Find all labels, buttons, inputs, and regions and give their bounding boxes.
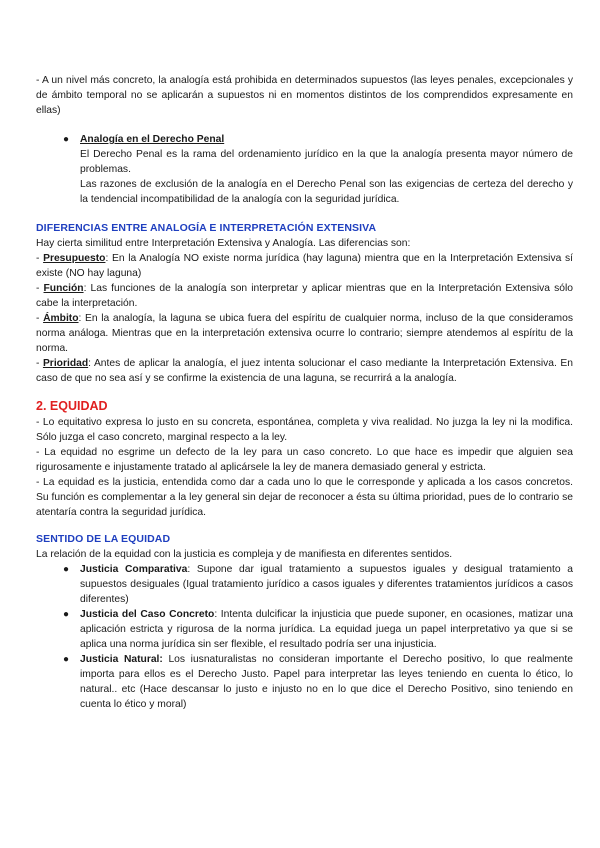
penal-paragraph-1: El Derecho Penal es la rama del ordenamiento jurídico en la que la analogía presenta mayor número de problemas. [80,149,573,175]
diferencias-term: Prioridad [42,358,89,369]
list-item: ● Justicia del Caso Concreto: Intenta dulcificar la injusticia que puede suponer, en ocasiones, matizar una aplicación estricta y rigurosa de la norma jurídica. La equidad juega un papel interpretativo ya que si se aplica una norma jurídica sin ser flexible, el resultado podría ser una injusticia. [63,609,573,650]
sentido-term: Justicia del Caso Concreto [80,609,215,620]
penal-bullet-item [36,132,573,147]
sentido-list [36,562,573,712]
equidad-heading: 2. EQUIDAD [36,399,108,413]
list-item: ● Justicia Comparativa: Supone dar igual tratamiento a supuestos iguales y desigual tratamiento a supuestos desiguales (Igual tratamiento jurídico a casos iguales y diferentes tratamientos jurídicos a casos diferentes) [63,564,573,605]
diferencias-item: - Ámbito: En la analogía, la laguna se ubica fuera del espíritu de cualquier norma, incluso de la que consideramos norma análoga. Mientras que en la interpretación extensiva ocurre lo contrario; siempre atendemos al espíritu de la norma. [36,313,574,354]
equidad-paragraph-2: - La equidad no esgrime un defecto de la ley para un caso concreto. Lo que hace es impedir que alguien sea rigurosamente e injustamente tratado al aplicársele la ley de manera demasiado general y estricta. [36,447,573,473]
intro-paragraph: - A un nivel más concreto, la analogía está prohibida en determinados supuestos (las leyes penales, excepcionales y de ámbito temporal no se aplicarán a supuestos ni en momentos distintos de los comprendidos expresamente en ellas) [36,75,573,116]
penal-section [36,132,573,207]
equidad-paragraph-1: - Lo equitativo expresa lo justo en su concreta, espontánea, completa y viva realidad. No juzga la ley ni la modifica. Sólo juzga el caso concreto, marginal respecto a la ley. [36,417,573,443]
diferencias-item: - Presupuesto: En la Analogía NO existe norma jurídica (hay laguna) mientra que en la Interpretación Extensiva sí existe (NO hay laguna) [36,253,573,279]
diferencias-item: - Prioridad: Antes de aplicar la analogía, el juez intenta solucionar el caso mediante la Interpretación Extensiva. En caso de que no sea así y se confirme la existencia de una laguna, se recurrirá a la analogía. [36,358,573,384]
diferencias-intro: Hay cierta similitud entre Interpretación Extensiva y Analogía. Las diferencias son: [36,238,411,249]
bullet-icon: ● [63,134,70,145]
diferencias-heading: DIFERENCIAS ENTRE ANALOGÍA E INTERPRETACIÓN EXTENSIVA [36,222,377,234]
sentido-intro: La relación de la equidad con la justicia es compleja y de manifiesta en diferentes sentidos. [36,549,453,560]
sentido-heading: SENTIDO DE LA EQUIDAD [36,533,171,545]
equidad-paragraph-3: - La equidad es la justicia, entendida como dar a cada uno lo que le corresponde y aplicada a los casos concretos. Su función es complementar a la ley general sin dejar de reconocer a ésta su última prioridad, pues de lo contrario se atentaría contra la seguridad jurídica. [36,477,573,518]
list-item: ● Justicia Natural: Los iusnaturalistas no consideran importante el Derecho positivo, lo que realmente importa para ellos es el Derecho Justo. Papel para interpretar las leyes teniendo en cuenta lo ético, lo natural.. etc (Hace descansar lo justo e injusto no en lo que dice el Derecho Positivo, sino teniendo en cuenta lo ético y moral) [63,654,573,710]
diferencias-term: Presupuesto [43,253,106,264]
penal-title: Analogía en el Derecho Penal [80,134,225,145]
diferencias-term: Ámbito [43,313,79,324]
sentido-term: Justicia Comparativa [80,564,188,575]
bullet-icon: ● [63,609,70,620]
diferencias-item: - Función: Las funciones de la analogía son interpretar y aplicar mientras que en la Interpretación Extensiva sólo cabe la interpretación. [36,283,573,309]
bullet-icon: ● [63,654,70,665]
penal-paragraph-2: Las razones de exclusión de la analogía en el Derecho Penal son las exigencias de certeza del derecho y la tendencial incompatibilidad de la analogía con la seguridad jurídica. [80,179,573,205]
diferencias-term: Función [43,283,84,294]
sentido-term: Justicia Natural: [80,654,163,665]
bullet-icon: ● [63,564,70,575]
